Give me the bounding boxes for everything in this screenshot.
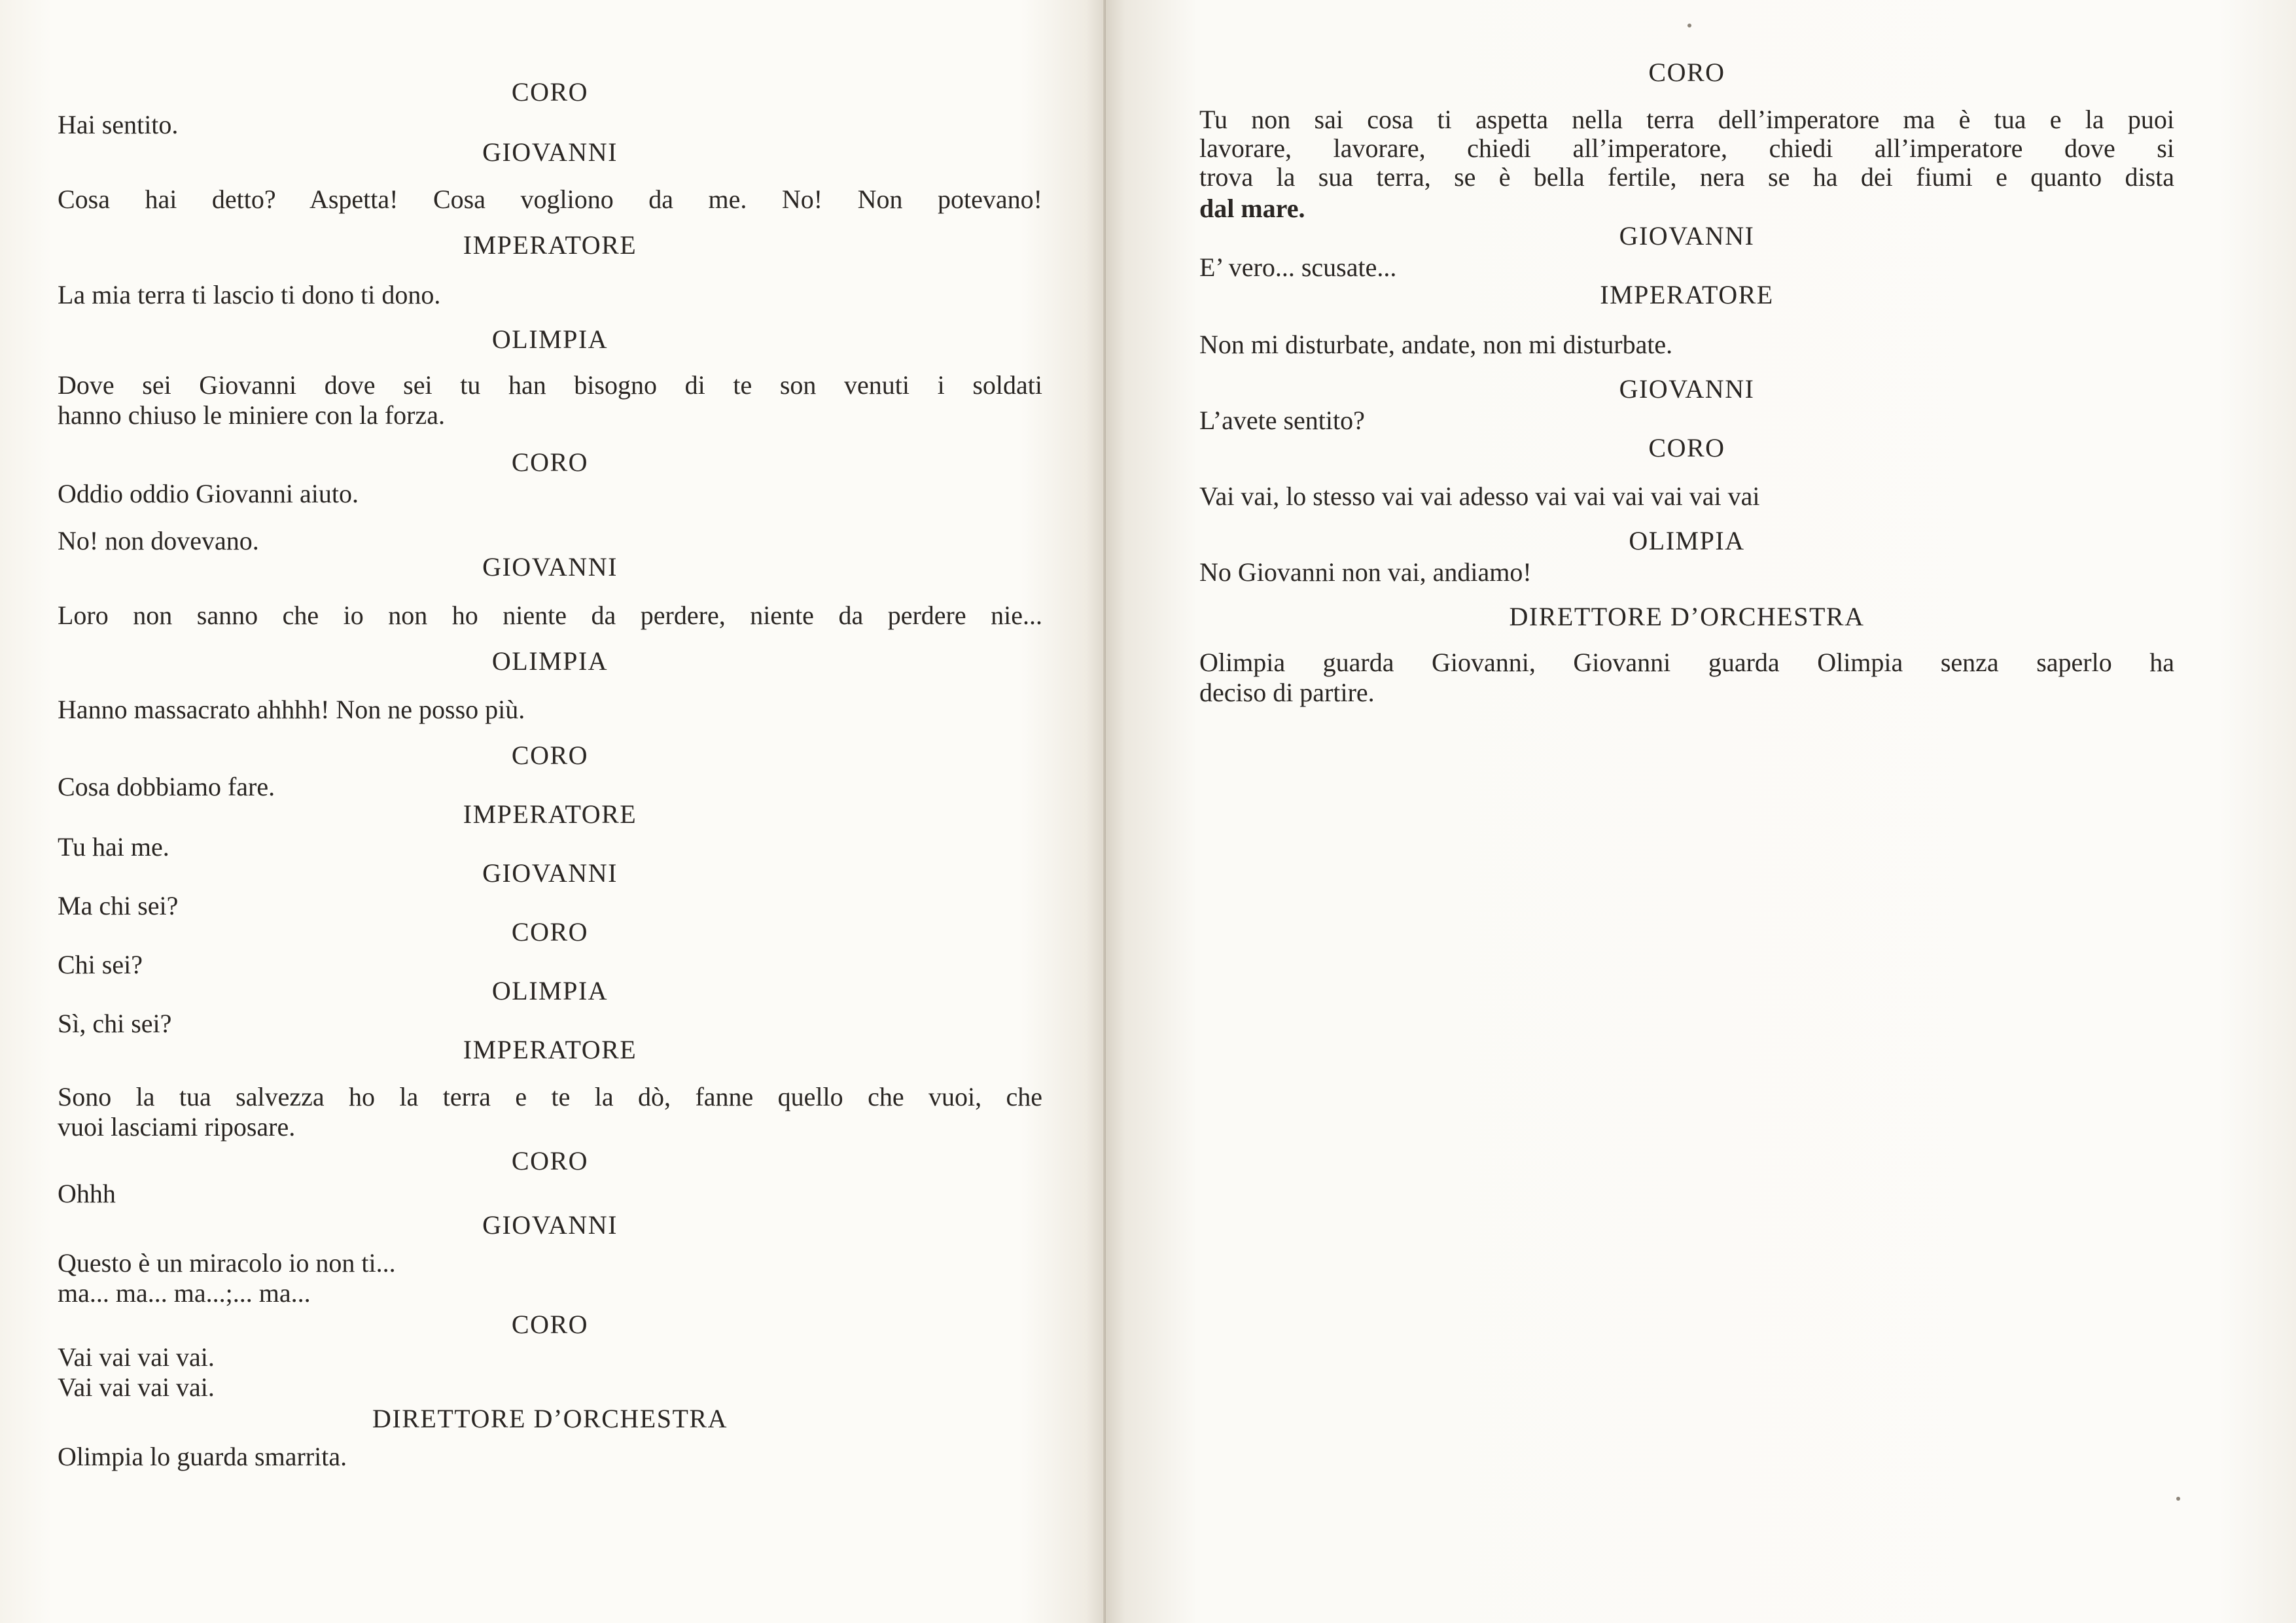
speaker-heading: CORO [511, 1310, 589, 1339]
speaker-heading: GIOVANNI [1619, 374, 1755, 404]
speaker-heading: CORO [511, 77, 589, 107]
speaker-heading: DIRETTORE D’ORCHESTRA [372, 1404, 728, 1433]
speaker-heading: CORO [511, 1146, 589, 1176]
left-page [0, 0, 1106, 1623]
speaker-heading: CORO [1648, 58, 1725, 87]
dialogue-line: Olimpia lo guarda smarrita. [58, 1442, 347, 1471]
speaker-heading: IMPERATORE [463, 1035, 637, 1064]
dialogue-line: Ohhh [58, 1179, 116, 1208]
paper-speck [1687, 24, 1691, 27]
dialogue-line: No! non dovevano. [58, 526, 259, 555]
dialogue-line: Hai sentito. [58, 110, 179, 139]
speaker-heading: IMPERATORE [463, 799, 637, 829]
speaker-heading: CORO [1648, 433, 1725, 462]
dialogue-line: Sì, chi sei? [58, 1009, 172, 1038]
dialogue-line: E’ vero... scusate... [1199, 253, 1397, 282]
speaker-heading: GIOVANNI [482, 1210, 618, 1240]
speaker-heading: CORO [511, 917, 589, 947]
dialogue-line: L’avete sentito? [1199, 406, 1365, 435]
speaker-heading: GIOVANNI [1619, 221, 1755, 251]
dialogue-line: Tu non sai cosa ti aspetta nella terra dell’imperatore ma è tua e la puoi [1199, 105, 2174, 134]
dialogue-line: Cosa hai detto? Aspetta! Cosa vogliono da me. No! Non potevano! [58, 184, 1042, 214]
dialogue-line: Vai vai vai vai. [58, 1342, 215, 1372]
speaker-heading: GIOVANNI [482, 552, 618, 582]
dialogue-line: ma... ma... ma...;... ma... [58, 1278, 311, 1308]
dialogue-line: Vai vai vai vai. [58, 1372, 215, 1402]
dialogue-line: Tu hai me. [58, 832, 169, 862]
dialogue-line: La mia terra ti lascio ti dono ti dono. [58, 280, 441, 309]
dialogue-line: Hanno massacrato ahhhh! Non ne posso più. [58, 695, 525, 724]
dialogue-line: dal mare. [1199, 194, 1305, 223]
speaker-heading: CORO [511, 447, 589, 477]
dialogue-line: Oddio oddio Giovanni aiuto. [58, 479, 359, 508]
dialogue-line: Sono la tua salvezza ho la terra e te la dò, fanne quello che vuoi, che [58, 1082, 1042, 1111]
dialogue-line: Non mi disturbate, andate, non mi disturbate. [1199, 330, 1673, 359]
speaker-heading: CORO [511, 741, 589, 770]
speaker-heading: IMPERATORE [1600, 280, 1774, 309]
speaker-heading: GIOVANNI [482, 137, 618, 167]
dialogue-line: hanno chiuso le miniere con la forza. [58, 400, 445, 430]
dialogue-line: lavorare, lavorare, chiedi all’imperatore, chiedi all’imperatore dove si [1199, 133, 2174, 163]
dialogue-line: deciso di partire. [1199, 678, 1375, 707]
speaker-heading: OLIMPIA [1629, 526, 1745, 555]
dialogue-line: Loro non sanno che io non ho niente da perdere, niente da perdere nie... [58, 601, 1042, 630]
dialogue-line: Cosa dobbiamo fare. [58, 772, 275, 801]
paper-speck [2176, 1497, 2180, 1501]
dialogue-line: Dove sei Giovanni dove sei tu han bisogno di te son venuti i soldati [58, 370, 1042, 400]
speaker-heading: GIOVANNI [482, 858, 618, 888]
speaker-heading: DIRETTORE D’ORCHESTRA [1509, 602, 1865, 631]
speaker-heading: OLIMPIA [491, 324, 609, 354]
speaker-heading: IMPERATORE [463, 230, 637, 260]
dialogue-line: Questo è un miracolo io non ti... [58, 1248, 396, 1278]
dialogue-line: Ma chi sei? [58, 891, 179, 920]
dialogue-line: Olimpia guarda Giovanni, Giovanni guarda Olimpia senza saperlo ha [1199, 648, 2174, 677]
dialogue-line: Chi sei? [58, 950, 143, 979]
dialogue-line: No Giovanni non vai, andiamo! [1199, 557, 1532, 587]
dialogue-line: trova la sua terra, se è bella fertile, nera se ha dei fiumi e quanto dista [1199, 162, 2174, 192]
dialogue-line: Vai vai, lo stesso vai vai adesso vai vai vai vai vai vai [1199, 481, 1760, 511]
dialogue-line: vuoi lasciami riposare. [58, 1112, 296, 1142]
speaker-heading: OLIMPIA [491, 976, 609, 1005]
speaker-heading: OLIMPIA [491, 646, 609, 676]
